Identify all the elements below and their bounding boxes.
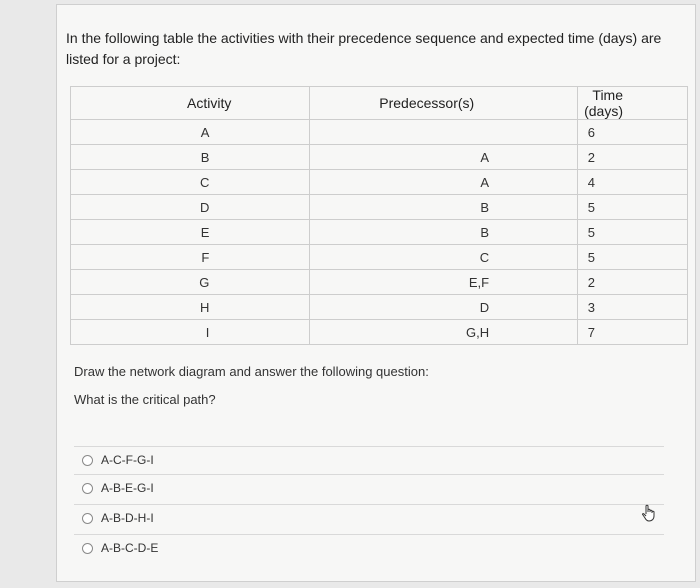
option-label: A-C-F-G-I <box>101 453 154 467</box>
cell-time: 5 <box>578 195 688 220</box>
cell-time: 6 <box>578 120 688 145</box>
table-row <box>71 195 688 220</box>
cell-predecessor <box>310 120 578 145</box>
option-label: A-B-E-G-I <box>101 481 154 495</box>
cell-predecessor: B <box>310 220 578 245</box>
cell-time: 4 <box>578 170 688 195</box>
cell-activity: A <box>71 120 310 145</box>
question-text: What is the critical path? <box>74 392 216 407</box>
header-predecessors: Predecessor(s) <box>310 87 578 120</box>
radio-button[interactable] <box>82 543 93 554</box>
header-activity: Activity <box>71 87 310 120</box>
radio-button[interactable] <box>82 513 93 524</box>
radio-button[interactable] <box>82 455 93 466</box>
cell-activity: F <box>71 245 310 270</box>
activity-table <box>70 86 688 345</box>
cell-activity: E <box>71 220 310 245</box>
cell-activity: H <box>71 295 310 320</box>
cell-time: 7 <box>578 320 688 345</box>
cell-time: 2 <box>578 145 688 170</box>
intro-line-1: In the following table the activities with their precedence sequence and expected time (days) are <box>66 30 662 46</box>
cell-time: 5 <box>578 245 688 270</box>
table-row <box>71 270 688 295</box>
hand-pointer-icon <box>640 504 658 522</box>
cell-predecessor: A <box>310 145 578 170</box>
table-row <box>71 295 688 320</box>
cell-activity: D <box>71 195 310 220</box>
table-row <box>71 245 688 270</box>
cell-activity: B <box>71 145 310 170</box>
header-time: Time (days) <box>578 87 688 120</box>
intro-line-2: listed for a project: <box>66 51 181 67</box>
cell-activity: C <box>71 170 310 195</box>
answer-option[interactable] <box>74 534 664 561</box>
cell-predecessor: D <box>310 295 578 320</box>
intro-text <box>66 28 686 70</box>
table-header-row <box>71 87 688 120</box>
cell-predecessor: G,H <box>310 320 578 345</box>
answer-option[interactable] <box>74 474 664 501</box>
table-row <box>71 170 688 195</box>
cell-predecessor: C <box>310 245 578 270</box>
cell-predecessor: A <box>310 170 578 195</box>
cell-time: 3 <box>578 295 688 320</box>
cell-time: 2 <box>578 270 688 295</box>
option-label: A-B-D-H-I <box>101 511 154 525</box>
cell-time: 5 <box>578 220 688 245</box>
cell-activity: I <box>71 320 310 345</box>
cell-predecessor: E,F <box>310 270 578 295</box>
table-row <box>71 145 688 170</box>
answer-option[interactable] <box>74 446 664 473</box>
option-label: A-B-C-D-E <box>101 541 159 555</box>
cell-activity: G <box>71 270 310 295</box>
cell-predecessor: B <box>310 195 578 220</box>
table-row <box>71 320 688 345</box>
answer-option[interactable] <box>74 504 664 531</box>
table-row <box>71 120 688 145</box>
table-row <box>71 220 688 245</box>
radio-button[interactable] <box>82 483 93 494</box>
instruction-text: Draw the network diagram and answer the following question: <box>74 364 429 379</box>
